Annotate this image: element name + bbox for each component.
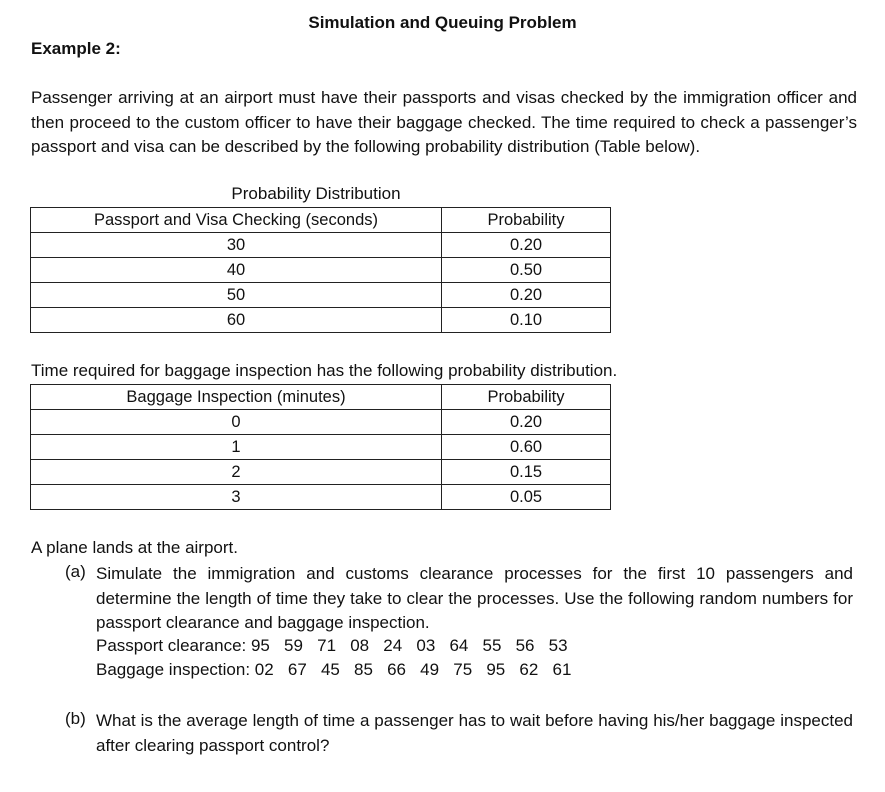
- page-title: Simulation and Queuing Problem: [308, 13, 577, 32]
- table-row: [31, 460, 611, 485]
- table-cell: 0.20: [442, 410, 611, 435]
- question-a-label: (a): [65, 562, 86, 581]
- table-cell: 0.20: [442, 233, 611, 258]
- table-cell: 0.60: [442, 435, 611, 460]
- table-cell: 1: [31, 435, 442, 460]
- table-row: [31, 435, 611, 460]
- table-header-row: [31, 385, 611, 410]
- table-header-row: [31, 208, 611, 233]
- intro-paragraph: Passenger arriving at an airport must have their passports and visas checked by the immigration officer and then proceed to the custom officer to have their baggage checked. The time required to check a passenger’s passport and visa can be described by the following probability distribution (Table below).: [31, 88, 857, 156]
- baggage-random-numbers: Baggage inspection: 02 67 45 85 66 49 75 95 62 61: [96, 660, 572, 679]
- table2-caption: Time required for baggage inspection has the following probability distribution.: [31, 361, 618, 380]
- table-header-cell: Probability: [442, 208, 611, 233]
- table-cell: 0.20: [442, 283, 611, 308]
- passport-random-numbers: Passport clearance: 95 59 71 08 24 03 64 55 56 53: [96, 636, 568, 655]
- plane-lands-text: A plane lands at the airport.: [31, 538, 238, 557]
- table-row: [31, 283, 611, 308]
- question-b-label: (b): [65, 709, 86, 728]
- table-row: [31, 410, 611, 435]
- table-cell: 40: [31, 258, 442, 283]
- table-cell: 0.50: [442, 258, 611, 283]
- question-a-text: Simulate the immigration and customs clearance processes for the first 10 passengers and determine the length of time they take to clear the processes. Use the following random numbers for passport clearance and baggage inspection.: [96, 564, 853, 632]
- table-cell: 60: [31, 308, 442, 333]
- table-header-cell: Probability: [442, 385, 611, 410]
- table-row: [31, 485, 611, 510]
- table-cell: 0.15: [442, 460, 611, 485]
- table-cell: 0.05: [442, 485, 611, 510]
- table-cell: 50: [31, 283, 442, 308]
- table-row: [31, 308, 611, 333]
- table-header-cell: Passport and Visa Checking (seconds): [31, 208, 442, 233]
- table-row: [31, 258, 611, 283]
- table-cell: 2: [31, 460, 442, 485]
- table-cell: 0: [31, 410, 442, 435]
- baggage-probability-table: [30, 384, 611, 510]
- table-cell: 0.10: [442, 308, 611, 333]
- table-cell: 30: [31, 233, 442, 258]
- table-cell: 3: [31, 485, 442, 510]
- table1-caption: Probability Distribution: [231, 184, 401, 203]
- table-header-cell: Baggage Inspection (minutes): [31, 385, 442, 410]
- passport-probability-table: [30, 207, 611, 333]
- question-b-text: What is the average length of time a passenger has to wait before having his/her baggage inspected after clearing passport control?: [96, 711, 853, 755]
- table-row: [31, 233, 611, 258]
- example-label: Example 2:: [31, 39, 121, 58]
